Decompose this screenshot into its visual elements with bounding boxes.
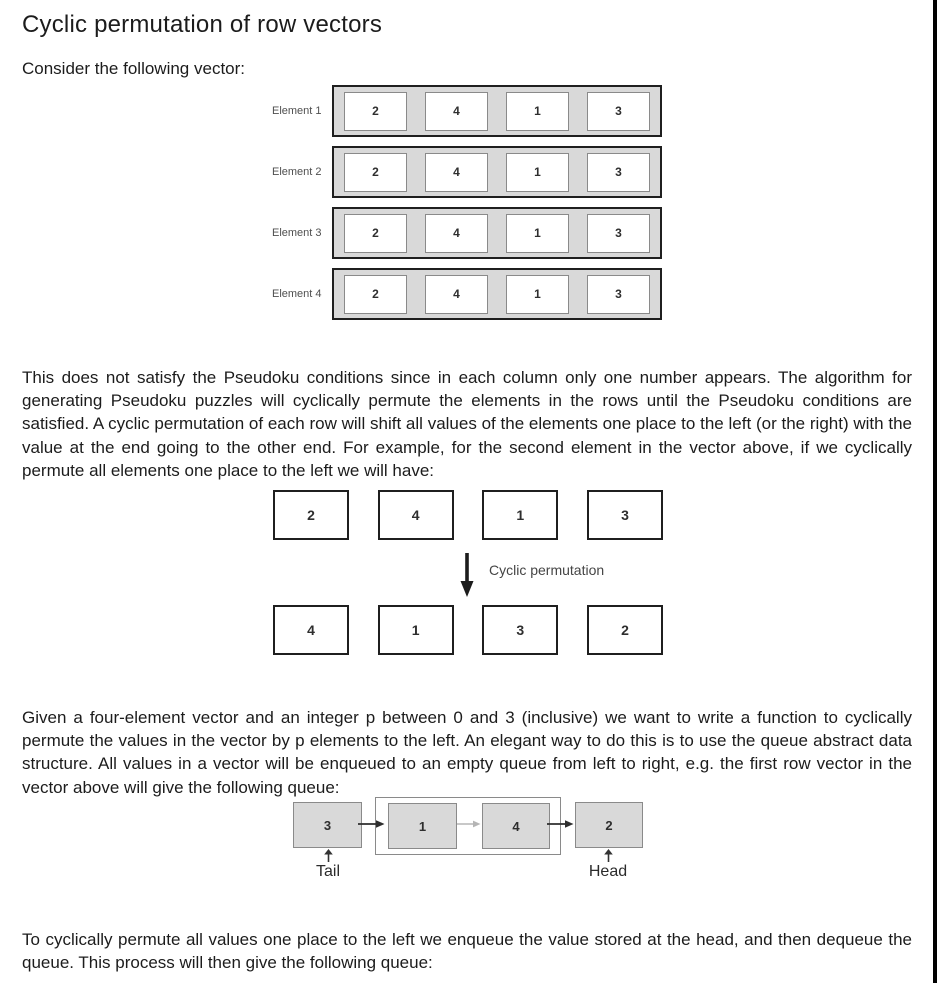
permutation-row-after bbox=[273, 605, 663, 655]
permutation-arrow-row bbox=[459, 552, 604, 598]
vector-cell: 1 bbox=[506, 275, 569, 314]
right-arrow-light-icon bbox=[457, 819, 481, 829]
vector-row-label: Element 3 bbox=[272, 227, 322, 239]
up-arrow-icon bbox=[603, 849, 614, 862]
paragraph-intro: Consider the following vector: bbox=[22, 59, 246, 78]
vector-row-label: Element 2 bbox=[272, 166, 322, 178]
right-arrow-icon bbox=[547, 819, 574, 829]
vector-cell: 2 bbox=[344, 153, 407, 192]
vector-row-strip bbox=[332, 268, 662, 320]
head-label: Head bbox=[588, 863, 628, 880]
permutation-arrow-label: Cyclic permutation bbox=[489, 562, 605, 578]
paragraph-pseudoku-conditions: This does not satisfy the Pseudoku conditions since in each column only one number appears. The algorithm for generating Pseudoku puzzles will cyclically permute the elements in the rows until the Pseudoku conditions are satisfied. A cyclic permutation of each row will shift all values of the elements one place to the left (or the right) with the value at the end going to the other end. For example, for the second element in the vector above, if we cyclically permute all elements one place to the left we will have: bbox=[22, 368, 912, 480]
vector-cell: 1 bbox=[506, 92, 569, 131]
permutation-cell: 1 bbox=[378, 605, 454, 655]
up-arrow-icon bbox=[323, 849, 334, 862]
vector-row-strip bbox=[332, 207, 662, 259]
vector-row-label: Element 1 bbox=[272, 105, 322, 117]
queue-tail-node: 3 bbox=[293, 802, 362, 848]
queue-node: 4 bbox=[482, 803, 550, 849]
queue-head-marker bbox=[586, 849, 630, 881]
paragraph-dequeue-step: To cyclically permute all values one place to the left we enqueue the value stored at the head, and then dequeue the queue. This process will then give the following queue: bbox=[22, 930, 912, 973]
vector-cell: 3 bbox=[587, 92, 650, 131]
permutation-cell: 2 bbox=[273, 490, 349, 540]
vector-diagram bbox=[272, 85, 662, 329]
permutation-diagram bbox=[273, 490, 663, 656]
vector-cell: 4 bbox=[425, 275, 488, 314]
vector-row-4 bbox=[272, 268, 662, 320]
vector-row-label: Element 4 bbox=[272, 288, 322, 300]
vector-row-2 bbox=[272, 146, 662, 198]
permutation-cell: 3 bbox=[482, 605, 558, 655]
vector-cell: 3 bbox=[587, 275, 650, 314]
vector-cell: 2 bbox=[344, 214, 407, 253]
permutation-cell: 2 bbox=[587, 605, 663, 655]
vector-cell: 1 bbox=[506, 214, 569, 253]
vector-row-1 bbox=[272, 85, 662, 137]
vector-row-strip bbox=[332, 85, 662, 137]
tail-label: Tail bbox=[315, 863, 340, 880]
vector-cell: 2 bbox=[344, 275, 407, 314]
vector-cell: 3 bbox=[587, 153, 650, 192]
permutation-cell: 4 bbox=[273, 605, 349, 655]
page-title: Cyclic permutation of row vectors bbox=[22, 11, 383, 39]
permutation-row-before bbox=[273, 490, 663, 540]
vector-cell: 4 bbox=[425, 153, 488, 192]
vector-cell: 4 bbox=[425, 214, 488, 253]
page-edge-line bbox=[933, 0, 937, 983]
vector-cell: 1 bbox=[506, 153, 569, 192]
permutation-cell: 3 bbox=[587, 490, 663, 540]
vector-cell: 2 bbox=[344, 92, 407, 131]
queue-tail-marker bbox=[306, 849, 350, 881]
permutation-cell: 4 bbox=[378, 490, 454, 540]
vector-row-strip bbox=[332, 146, 662, 198]
vector-cell: 3 bbox=[587, 214, 650, 253]
queue-head-node: 2 bbox=[575, 802, 643, 848]
permutation-cell: 1 bbox=[482, 490, 558, 540]
down-arrow-icon bbox=[459, 552, 475, 598]
right-arrow-icon bbox=[358, 819, 385, 829]
paragraph-queue-intro: Given a four-element vector and an integer p between 0 and 3 (inclusive) we want to write a function to cyclically permute the values in the vector by p elements to the left. An elegant way to do this is to use the queue abstract data structure. All values in a vector will be enqueued to an empty queue from left to right, e.g. the first row vector in the vector above will give the following queue: bbox=[22, 708, 912, 797]
queue-diagram bbox=[293, 797, 643, 885]
vector-cell: 4 bbox=[425, 92, 488, 131]
vector-row-3 bbox=[272, 207, 662, 259]
queue-node: 1 bbox=[388, 803, 457, 849]
